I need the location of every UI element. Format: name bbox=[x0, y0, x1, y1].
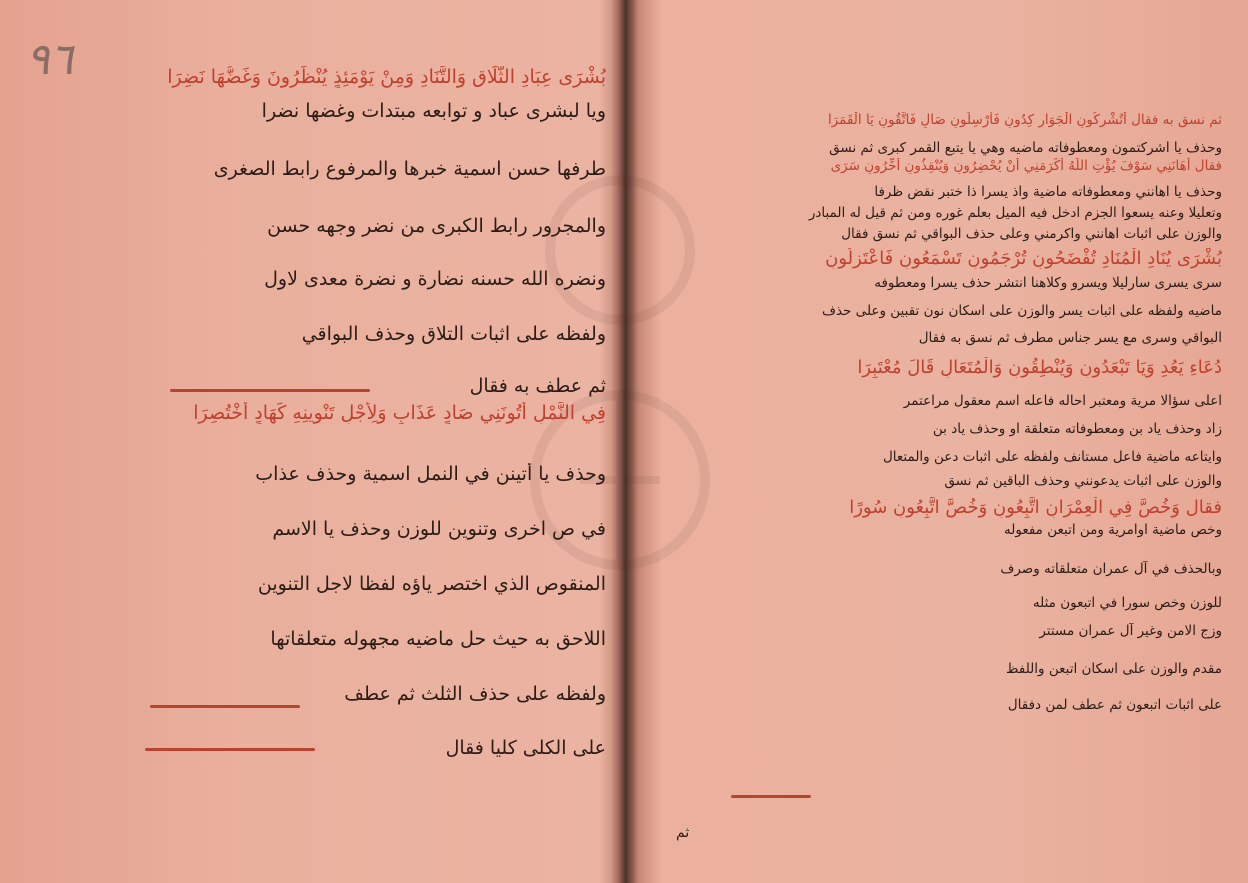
commentary-line: وحذف يا أتينن في النمل اسمية وحذف عذاب bbox=[255, 463, 606, 485]
rubric-verse-line: فقال أَهَانَنِي سَوْفَ يُؤْتِ اللَّهُ أَكْرَمَنِي أَنْ يُحْضِرُونِ وَيُنْقِذُونِ أَخِّرُونِ سَرَى bbox=[830, 158, 1222, 174]
folio-number: ٩٦ bbox=[26, 34, 74, 85]
commentary-line: ثم عطف به فقال bbox=[469, 375, 606, 397]
commentary-line: على الكلى كليا فقال bbox=[445, 737, 606, 759]
commentary-line: البواقي وسرى مع يسر جناس مطرف ثم نسق به فقال bbox=[918, 330, 1222, 346]
commentary-line: للوزن وخص سورا في اتبعون مثله bbox=[1032, 595, 1222, 611]
commentary-line: على اثبات اتبعون ثم عطف لمن دفقال bbox=[1007, 697, 1222, 713]
commentary-line: والمجرور رابط الكبرى من نضر وجهه حسن bbox=[267, 215, 606, 237]
right-page bbox=[636, 0, 1248, 883]
commentary-line: وتعليلا وعنه يسعوا الجزم ادخل فيه الميل بعلم غوره ومن ثم قيل له المبادر bbox=[808, 205, 1222, 221]
commentary-line: وحذف يا اشركتمون ومعطوفاته ماضيه وهي يا يتبع القمر كبرى ثم نسق bbox=[829, 140, 1222, 156]
rubric-rule bbox=[150, 705, 300, 708]
commentary-line: مقدم والوزن على اسكان اتبعن واللفظ bbox=[1006, 661, 1222, 677]
commentary-line: والوزن على اثبات يدعونني وحذف الباقين ثم نسق bbox=[944, 473, 1222, 489]
commentary-line: ولفظه على اثبات التلاق وحذف البواقي bbox=[301, 323, 606, 345]
rubric-verse-line: ثم نسق به فقال أَتُشْرِكُونِ الْجَوَارِ كِدُونِ فَأَرْسِلُونِ صَالٍ فَاتَّقُونِ يَا الْقَمَرَا bbox=[827, 112, 1222, 128]
rubric-verse-line: دُعَاءِ يَعُدِ وَيَا تَبْعَدُونِ وَيُنْطِقُونِ وَالْمُتَعَالِ قَالَ مُعْتَبِرَا bbox=[857, 357, 1222, 378]
commentary-line: زاد وحذف ياد بن ومعطوفاته متعلقة او وحذف ياد بن bbox=[932, 421, 1222, 437]
commentary-line: ونضره الله حسنه نضارة و نضرة معدى لاول bbox=[264, 268, 606, 290]
rubric-rule bbox=[731, 795, 811, 798]
commentary-line: والوزن على اثبات اهانني واكرمني وعلى حذف البواقي ثم نسق فقال bbox=[841, 226, 1222, 242]
commentary-line: اللاحق به حيث حل ماضيه مجهوله متعلقاتها bbox=[270, 628, 606, 650]
commentary-line: وزج الامن وغير آل عمران مستتر bbox=[1039, 623, 1222, 639]
commentary-line: وخص ماضية اوامرية ومن اتبعن مفعوله bbox=[1004, 522, 1222, 538]
rubric-rule bbox=[170, 389, 370, 392]
commentary-line: في ص اخرى وتنوين للوزن وحذف يا الاسم bbox=[272, 518, 606, 540]
rubric-verse-line: بُشْرَى عِبَادِ الثَّلَاقِ وَالتَّنَادِ وَمِنْ يَوْمَئِذٍ يُنْظَرُونَ وَغَضُّهَا نَضِرَا bbox=[167, 66, 606, 88]
commentary-line: وحذف يا اهانني ومعطوفاته ماضية واذ يسرا ذا ختبر نقض ظرفا bbox=[874, 184, 1222, 200]
commentary-line: ولفظه على حذف الثلث ثم عطف bbox=[344, 683, 606, 705]
rubric-verse-line: بُشْرَى يُنَادِ الْمُنَادِ تُفْضَحُونِ تُرْجَمُونِ تَسْمَعُونِ فَاعْتَزِلُونِ bbox=[825, 248, 1222, 269]
commentary-line: سرى يسرى سارليلا ويسرو وكلاهنا انتشر حذف يسرا ومعطوفه bbox=[874, 275, 1222, 291]
left-page bbox=[0, 0, 622, 883]
commentary-line: اعلى سؤالا مرية ومعتبر احاله فاعله اسم معقول مراعتمر bbox=[903, 393, 1222, 409]
commentary-line: طرفها حسن اسمية خبرها والمرفوع رابط الصغرى bbox=[213, 158, 606, 180]
commentary-line: ويا لبشرى عباد و توابعه مبتدات وغضها نضرا bbox=[261, 100, 606, 122]
commentary-line: وبالحذف في آل عمران متعلقاته وصرف bbox=[1000, 561, 1222, 577]
commentary-line: ماضيه ولفظه على اثبات يسر والوزن على اسكان نون تقبين وعلى حذف bbox=[821, 303, 1222, 319]
rubric-verse-line: فقال وَخُصَّ فِي الْعِمْرَانِ اتَّبِعُونِ وَخُصَّ اتَّبِعُونِ سُورًا bbox=[849, 497, 1222, 518]
commentary-line: المنقوص الذي اختصر ياؤه لفظا لاجل التنوين bbox=[257, 573, 606, 595]
commentary-line: وايتاعه ماضية فاعل مستانف ولفظه على اثبات دعن والمتعال bbox=[883, 449, 1222, 465]
catchword: ثم bbox=[676, 825, 690, 841]
rubric-verse-line: فِي النَّمْلِ أَتُونَنِي صَادٍ عَذَابٍ وَلِأَجْلِ تَنْوِينِهِ كَهَادٍ أُخْتُصِرَا bbox=[193, 402, 606, 424]
rubric-rule bbox=[145, 748, 315, 751]
